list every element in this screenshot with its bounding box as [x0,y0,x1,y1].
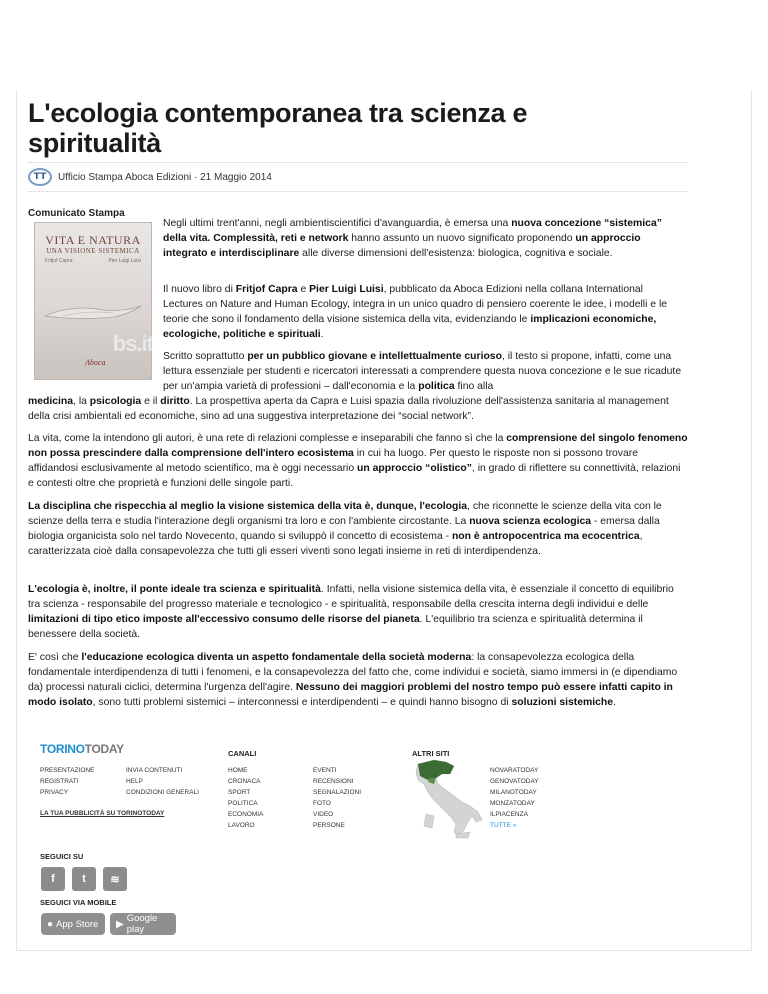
altri-link-milano[interactable]: MILANOTODAY [490,789,537,796]
canali-link-home[interactable]: HOME [228,767,248,774]
paragraph-7: E' così che l'educazione ecologica diventa un aspetto fondamentale della società moderna: la consapevolezza ecologica della fondamentale interdipendenza di tutti i fenomeni, e la consapevolezza del fatto che, come individui e società, siamo immersi in (e dipendiamo da) processi naturali ciclici, determina l'urgenza dell'agire. Nessuno dei maggiori problemi del nostro tempo può essere infatti capito in modo isolato, sono tutti problemi sistemici – interconnessi e interdipendenti – e quindi hanno bisogno di soluzioni sistemiche. [28,652,678,708]
footer-link-registrati[interactable]: REGISTRATI [40,778,79,785]
divider [16,950,752,951]
cover-subtitle: UNA VISIONE SISTEMICA [46,247,140,255]
cover-title: VITA E NATURA [45,233,141,247]
paragraph-3a: Scritto soprattutto per un pubblico giovane e intellettualmente curioso, il testo si propone, infatti, come una lettura essenziale per studenti e ricercatori interessati a comprendere questa nuova concezione e le sue ricadute per un'ampia varietà di professioni – dall'economia e la politica fino alla [163,351,682,392]
google-play-label: Google play [126,913,158,935]
cover-authors [45,258,141,264]
footer-link-privacy[interactable]: PRIVACY [40,789,69,796]
cover-author-right: Pier Luigi Luisi [108,258,141,264]
rss-icon[interactable]: ≋ [103,867,127,891]
torinotoday-logo[interactable]: TORINOTODAY [40,742,124,756]
paragraph-5: La disciplina che rispecchia al meglio la visione sistemica della vita è, dunque, l'ecologia, che riconnette le scienze della vita con le scienze della terra e studia l'interazione degli organismi tra loro e con l'ambiente circostante. La nuova scienza ecologica - emersa dalla biologia organicista solo nel tardo Novecento, quando si sviluppò il concetto di ecosistema - non è antropocentrica ma ecocentrica, caratterizzata cioè dalla consapevolezza che tutti gli esseri viventi sono legati insieme in reti di interdipendenza. [28,501,662,557]
apple-icon: ● [47,918,54,930]
canali-link-eventi[interactable]: EVENTI [313,767,337,774]
paragraph-1: Negli ultimi trent'anni, negli ambientiscientifici d'avanguardia, è emersa una nuova concezione “sistemica” della vita. Complessità, reti e network hanno assunto un nuovo significato proponendo un approccio integrato e interdisciplinare alle diverse dimensioni dell'esistenza: biologica, cognitiva e sociale. [163,218,662,259]
app-store-label: App Store [56,918,99,930]
altri-link-piacenza[interactable]: ILPIACENZA [490,811,528,818]
divider [28,191,688,192]
article-title: L'ecologia contemporanea tra scienza e spiritualità [28,98,528,158]
footer-link-invia-contenuti[interactable]: INVIA CONTENUTI [126,767,183,774]
canali-link-video[interactable]: VIDEO [313,811,334,818]
cover-publisher: Aboca [85,358,106,367]
canali-link-economia[interactable]: ECONOMIA [228,811,264,818]
book-cover-image [34,222,152,380]
altri-siti-heading: ALTRI SITI [412,749,450,758]
watermark: bs.it [112,331,153,356]
canali-link-recensioni[interactable]: RECENSIONI [313,778,354,785]
canali-link-persone[interactable]: PERSONE [313,822,345,829]
facebook-icon[interactable]: f [41,867,65,891]
canali-heading: CANALI [228,749,257,758]
twitter-icon[interactable]: t [72,867,96,891]
footer-link-condizioni[interactable]: CONDIZIONI GENERALI [126,789,199,796]
footer-link-presentazione[interactable]: PRESENTAZIONE [40,767,95,774]
press-release-label: Comunicato Stampa [28,208,125,219]
byline [28,166,272,188]
canali-link-politica[interactable]: POLITICA [228,800,258,807]
canali-link-foto[interactable]: FOTO [313,800,331,807]
bird-wing-illustration [43,298,143,328]
byline-text: Ufficio Stampa Aboca Edizioni · 21 Maggio 2014 [58,171,272,183]
cover-author-left: Fritjof Capra [45,258,73,264]
canali-link-lavoro[interactable]: LAVORO [228,822,255,829]
altri-link-tutte[interactable]: TUTTE » [490,822,517,829]
mobile-heading: SEGUICI VIA MOBILE [40,898,117,907]
altri-link-monza[interactable]: MONZATODAY [490,800,535,807]
social-heading: SEGUICI SU [40,852,84,861]
paragraph-4: La vita, come la intendono gli autori, è una rete di relazioni complesse e inseparabili che fanno sì che la comprensione del singolo fenomeno non possa prescindere dalla comprensione dell'intero ecosistema in cui ha luogo. Per questo le risposte non si possono trovare affidandosi esclusivamente al metodo scientifico, ma è oggi necessario un approccio “olistico”, in grado di riflettere su connettività, relazioni e contesti oltre che proprietà e funzioni delle singole parti. [28,433,688,489]
author-logo-icon: TT [28,168,52,186]
app-store-button[interactable] [41,913,105,935]
footer-link-pubblicita[interactable]: LA TUA PUBBLICITÀ SU TORINOTODAY [40,810,165,817]
canali-link-segnalazioni[interactable]: SEGNALAZIONI [313,789,362,796]
altri-link-novara[interactable]: NOVARATODAY [490,767,539,774]
divider [28,162,688,163]
paragraph-2: Il nuovo libro di Fritjof Capra e Pier Luigi Luisi, pubblicato da Aboca Edizioni nella collana International Lectures on Nature and Human Ecology, integra in un unico quadro di pensiero coerente le idee, i modelli e le teorie che sono il fondamento della visione sistemica della vita, evidenziando le implicazioni economiche, ecologiche, politiche e spirituali. [163,284,668,340]
play-icon: ▶ [116,918,124,930]
google-play-button[interactable] [110,913,176,935]
canali-link-sport[interactable]: SPORT [228,789,251,796]
altri-link-genova[interactable]: GENOVATODAY [490,778,539,785]
paragraph-6: L'ecologia è, inoltre, il ponte ideale tra scienza e spiritualità. Infatti, nella visione sistemica della vita, è essenziale il concetto di equilibrio tra scienza - responsabile del progresso materiale e tecnologico - e spiritualità, responsabile della crescita interna degli individui e delle limitazioni di tipo etico imposte all'eccessivo consumo delle risorse del pianeta. L'equilibrio tra scienza e spiritualità determina il benessere della società. [28,584,674,640]
footer-link-help[interactable]: HELP [126,778,143,785]
italy-map-icon[interactable] [412,758,492,840]
paragraph-3b: medicina, la psicologia e il diritto. La prospettiva aperta da Capra e Luisi spazia dalla rivoluzione dell'assistenza sanitaria al management della crisi ambientali ed economiche, sino ad una suggestiva interpretazione dei “social network”. [28,396,669,422]
canali-link-cronaca[interactable]: CRONACA [228,778,261,785]
